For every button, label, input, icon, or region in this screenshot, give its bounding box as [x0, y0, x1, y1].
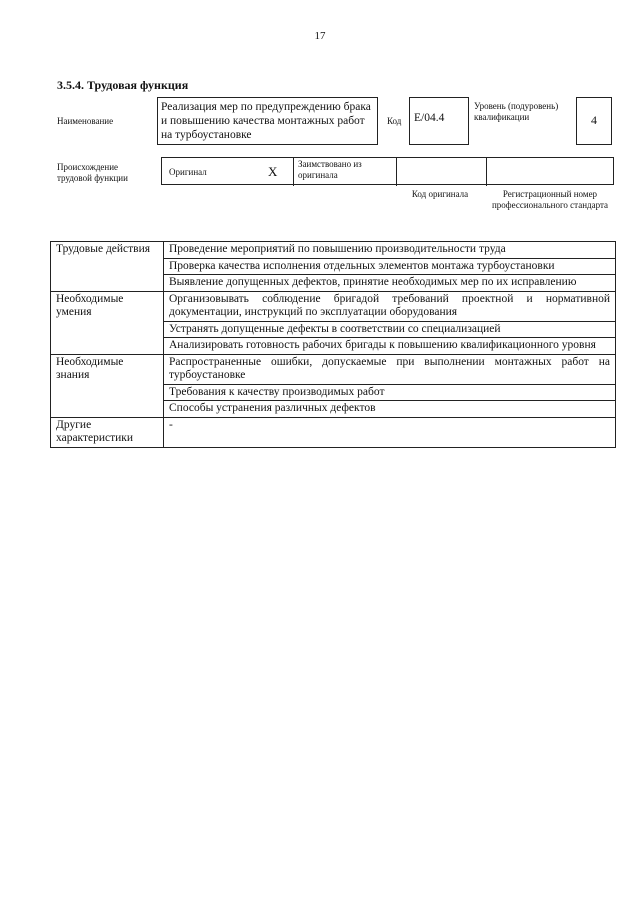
function-table: [50, 241, 616, 448]
category-cell: Трудовые действия: [51, 242, 164, 292]
origin-row: [161, 157, 614, 185]
original-code-cell: [396, 158, 487, 186]
table-row: [51, 242, 616, 259]
origin-label: Происхождение трудовой функции: [57, 162, 128, 183]
registration-number-cell: [486, 158, 614, 186]
borrowed-cell: [293, 158, 397, 186]
table-row: [51, 291, 616, 321]
page-number: 17: [314, 30, 326, 42]
original-label: Оригинал: [169, 167, 207, 177]
item-cell: Способы устранения различных дефектов: [164, 401, 616, 418]
item-cell: Выявление допущенных дефектов, принятие необходимых мер по их исправлению: [164, 275, 616, 292]
item-cell: Проверка качества исполнения отдельных элементов монтажа турбоустановки: [164, 258, 616, 275]
table-row: [51, 417, 616, 447]
category-cell: Необходимые умения: [51, 291, 164, 354]
item-cell: Требования к качеству производимых работ: [164, 384, 616, 401]
function-code-box: E/04.4: [409, 97, 469, 145]
item-cell: Организовывать соблюдение бригадой требований проектной и нормативной документации, инструкций по эксплуатации оборудования: [164, 291, 616, 321]
category-cell: Другие характеристики: [51, 417, 164, 447]
code-label: Код: [387, 116, 402, 126]
category-cell: Необходимые знания: [51, 354, 164, 417]
item-cell: Распространенные ошибки, допускаемые при выполнении монтажных работ на турбоустановке: [164, 354, 616, 384]
original-code-caption: Код оригинала: [411, 189, 469, 199]
qualification-level-box: 4: [576, 97, 612, 145]
name-label: Наименование: [57, 116, 114, 126]
original-mark: X: [268, 164, 278, 179]
item-cell: Проведение мероприятий по повышению производительности труда: [164, 242, 616, 259]
level-label: Уровень (подуровень) квалификации: [474, 101, 559, 122]
item-cell: Анализировать готовность рабочих бригады к повышению квалификационного уровня: [164, 338, 616, 355]
registration-number-caption: Регистрационный номер профессионального стандарта: [491, 189, 609, 210]
item-cell: Устранять допущенные дефекты в соответствии со специализацией: [164, 321, 616, 338]
item-cell: -: [164, 417, 616, 447]
borrowed-label: Заимствовано из оригинала: [298, 159, 362, 180]
section-title: 3.5.4. Трудовая функция: [57, 78, 189, 92]
table-row: [51, 354, 616, 384]
function-name-box: Реализация мер по предупреждению брака и повышению качества монтажных работ на турбоустановке: [157, 97, 378, 145]
